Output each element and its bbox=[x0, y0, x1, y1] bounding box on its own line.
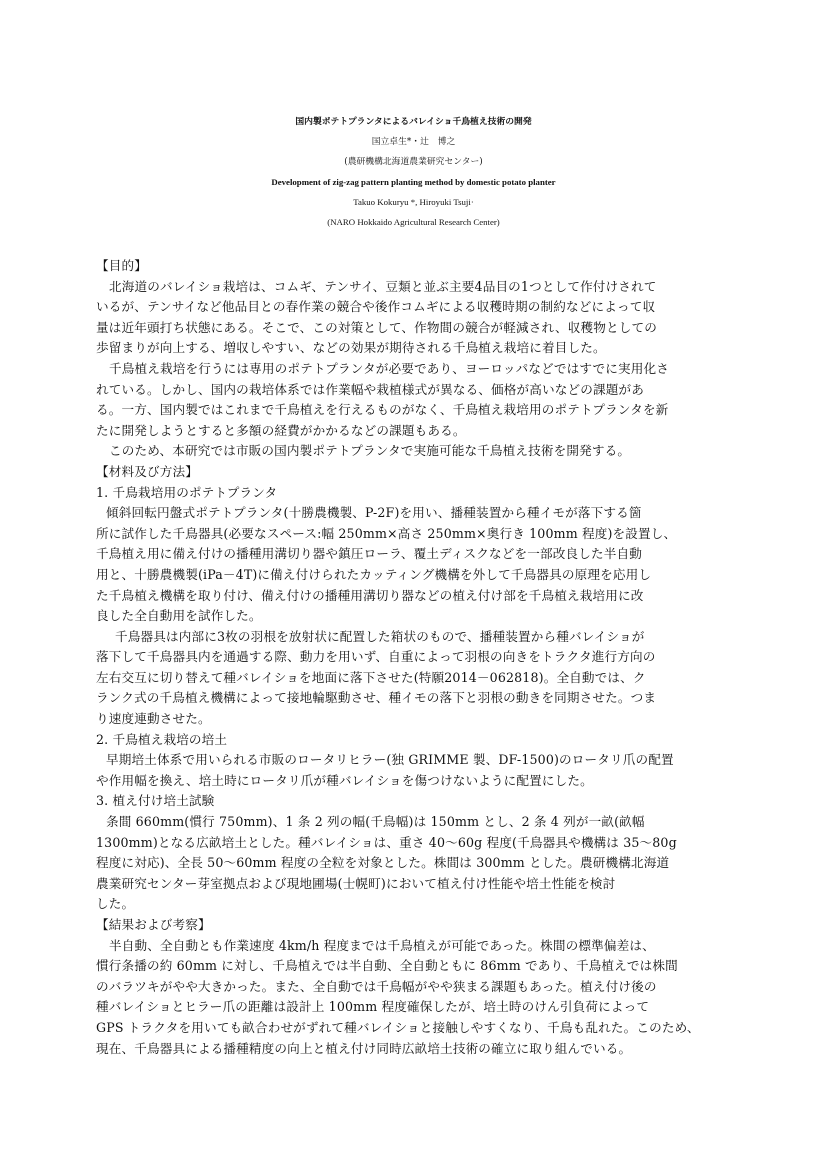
paper-body bbox=[96, 256, 732, 1059]
affiliation-japanese: (農研機構北海道農業研究センター) bbox=[344, 157, 483, 167]
body-line: れている。しかし、国内の栽培体系では作業幅や栽植様式が異なる、価格が高いなどの課題があ bbox=[96, 381, 644, 397]
body-line: GPS トラクタを用いても畝合わせがずれて種バレイショと接触しやすくなり、千鳥も乱れた。このため、 bbox=[96, 1019, 700, 1035]
affiliation-english: (NARO Hokkaido Agricultural Research Center) bbox=[327, 217, 500, 227]
title-english: Development of zig-zag pattern planting method by domestic potato planter bbox=[271, 177, 556, 187]
body-line: 良した全自動用を試作した。 bbox=[96, 608, 262, 624]
body-line: 北海道のバレイショ栽培は、コムギ、テンサイ、豆類と並ぶ主要4品目の1つとして作付けされて bbox=[109, 278, 657, 294]
authors-japanese: 国立卓生*・辻 博之 bbox=[371, 137, 456, 147]
title-japanese: 国内製ポテトプランタによるバレイショ千鳥植え技術の開発 bbox=[295, 117, 532, 127]
body-line: 所に試作した千鳥器具(必要なスペース:幅 250mm×高さ 250mm×奥行き 100mm 程度)を設置し、 bbox=[96, 525, 677, 541]
results-paragraphs bbox=[96, 936, 732, 1060]
planter-paragraphs bbox=[96, 503, 732, 730]
body-line: 程度に対応)、全長 50～60mm 程度の全粒を対象とした。株間は 300mm とした。農研機構北海道 bbox=[96, 855, 670, 871]
test-paragraphs bbox=[96, 812, 732, 915]
body-line: 1300mm)となる広畝培土とした。種バレイショは、重さ 40～60g 程度(千鳥器具や機構は 35～80g bbox=[96, 834, 677, 850]
body-line: 落下して千鳥器具内を通過する際、動力を用いず、自重によって羽根の向きをトラクタ進行方向の bbox=[96, 649, 656, 665]
body-line: 種バレイショとヒラー爪の距離は設計上 100mm 程度確保したが、培土時のけん引負荷によって bbox=[96, 999, 650, 1015]
body-line: 半自動、全自動とも作業速度 4km/h 程度までは千鳥植えが可能であった。株間の標準偏差は、 bbox=[109, 937, 655, 953]
body-line: たに開発しようとすると多額の経費がかかるなどの課題もある。 bbox=[96, 422, 466, 438]
body-line: 千鳥植え用に備え付けの播種用溝切り器や鎮圧ローラ、覆土ディスクなどを一部改良した半自動 bbox=[96, 546, 642, 562]
body-line: した。 bbox=[96, 896, 135, 912]
body-line: ランク式の千鳥植え機構によって接地輪駆動させ、種イモの落下と羽根の動きを同期させた。つま bbox=[96, 690, 657, 706]
section-heading-methods: 【材料及び方法】 bbox=[96, 463, 198, 479]
section-heading-results: 【結果および考察】 bbox=[96, 917, 211, 932]
body-line: いるが、テンサイなど他品目との春作業の競合や後作コムギによる収穫時期の制約などによって収 bbox=[96, 299, 656, 315]
body-line: る。一方、国内製ではこれまで千鳥植えを行えるものがなく、千鳥植え栽培用のポテトプランタを新 bbox=[96, 402, 669, 418]
authors-english: Takuo Kokuryu *, Hiroyuki Tsuji· bbox=[353, 197, 474, 207]
subsection-heading-hilling: 2. 千鳥植え栽培の培土 bbox=[96, 731, 228, 747]
body-line: 左右交互に切り替えて種バレイショを地面に落下させた(特願2014－062818)。全自動では、ク bbox=[96, 669, 646, 685]
body-line: このため、本研究では市販の国内製ポテトプランタで実施可能な千鳥植え技術を開発する。 bbox=[109, 443, 631, 459]
hilling-paragraphs bbox=[96, 750, 732, 791]
body-line: 傾斜回転円盤式ポテトプランタ(十勝農機製、P-2F)を用い、播種装置から種イモが落下する箇 bbox=[106, 505, 642, 521]
body-line: 用と、十勝農機製(iPa－4T)に備え付けられたカッティング機構を外して千鳥器具の原理を応用し bbox=[96, 566, 652, 582]
subsection-heading-planter: 1. 千鳥栽培用のポテトプランタ bbox=[96, 484, 278, 500]
body-line: た千鳥植え機構を取り付け、備え付けの播種用溝切り器などの植え付け部を千鳥植え栽培用に改 bbox=[96, 587, 644, 603]
section-heading-purpose: 【目的】 bbox=[96, 258, 147, 273]
body-line: 農業研究センター芽室拠点および現地圃場(士幌町)において植え付け性能や培土性能を検討 bbox=[96, 875, 616, 891]
body-line: 早期培土体系で用いられる市販のロータリヒラー(独 GRIMME 製、DF-1500)のロータリ爪の配置 bbox=[106, 752, 674, 768]
body-line: 条間 660mm(慣行 750mm)、1 条 2 列の幅(千鳥幅)は 150mm とし、2 条 4 列が一畝(畝幅 bbox=[106, 814, 645, 830]
body-line: 量は近年頭打ち状態にある。そこで、この対策として、作物間の競合が軽減され、収穫物としての bbox=[96, 319, 657, 335]
body-line: のバラツキがやや大きかった。また、全自動では千鳥幅がやや狭まる課題もあった。植え付け後の bbox=[96, 978, 657, 994]
body-line: り速度連動させた。 bbox=[96, 711, 211, 727]
body-line: 歩留まりが向上する、増収しやすい、などの効果が期待される千鳥植え栽培に着目した。 bbox=[96, 340, 606, 356]
body-line: 千鳥植え栽培を行うには専用のポテトプランタが必要であり、ヨーロッパなどではすでに実用化さ bbox=[109, 360, 669, 376]
body-line: 現在、千鳥器具による播種精度の向上と植え付け同時広畝培土技術の確立に取り組んでいる。 bbox=[96, 1040, 632, 1056]
body-line: 千鳥器具は内部に3枚の羽根を放射状に配置した箱状のもので、播種装置から種バレイショが bbox=[115, 628, 645, 644]
subsection-heading-test: 3. 植え付け培土試験 bbox=[96, 793, 215, 809]
purpose-paragraphs bbox=[96, 277, 732, 462]
paper-header bbox=[0, 112, 827, 232]
body-line: や作用幅を換え、培土時にロータリ爪が種バレイショを傷つけないように配置にした。 bbox=[96, 772, 593, 788]
body-line: 慣行条播の約 60mm に対し、千鳥植えでは半自動、全自動ともに 86mm であり、千鳥植えでは株間 bbox=[96, 958, 678, 974]
